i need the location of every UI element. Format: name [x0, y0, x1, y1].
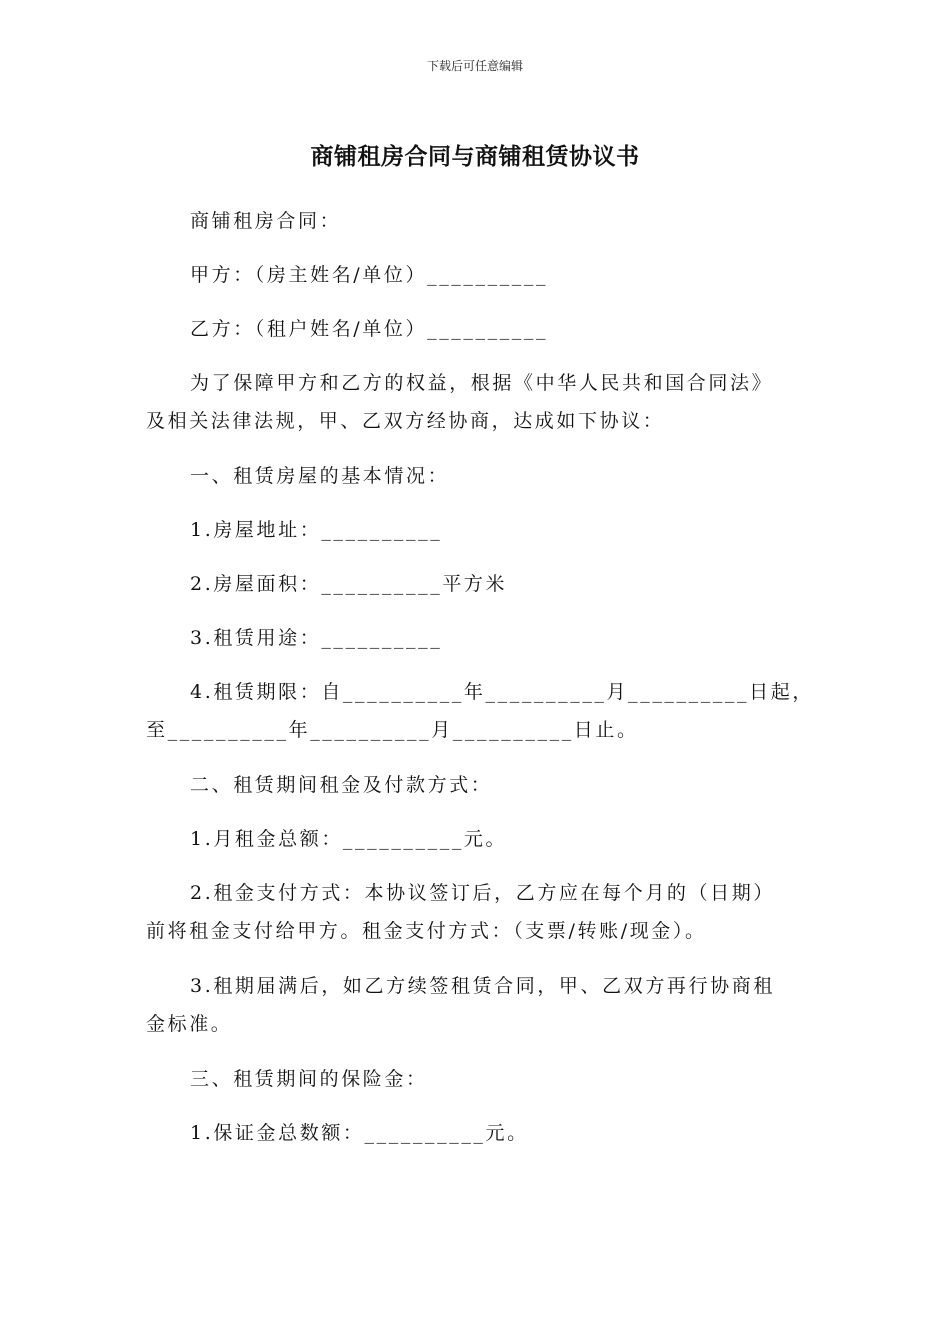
clause-term-line-1: 4.租赁期限：自__________年__________月__________日起， — [190, 681, 814, 703]
clause-term-line-2: 至__________年__________月__________日止。 — [146, 719, 639, 741]
clause-renewal-line-1: 3.租期届满后，如乙方续签租赁合同，甲、乙双方再行协商租 — [190, 975, 775, 997]
paragraph-preamble-line-2: 及相关法律法规，甲、乙双方经协商，达成如下协议： — [146, 410, 665, 432]
clause-monthly-rent: 1.月租金总额：__________元。 — [190, 828, 508, 850]
section-heading-basic-info: 一、租赁房屋的基本情况： — [190, 465, 450, 487]
header-note: 下载后可任意编辑 — [426, 59, 523, 73]
paragraph-party-b: 乙方：（租户姓名/单位）__________ — [190, 318, 549, 340]
section-heading-deposit: 三、租赁期间的保险金： — [190, 1068, 428, 1090]
paragraph-preamble-line-1: 为了保障甲方和乙方的权益，根据《中华人民共和国合同法》 — [190, 372, 774, 394]
paragraph-party-a: 甲方：（房主姓名/单位）__________ — [190, 264, 549, 286]
paragraph-shop-lease-heading: 商铺租房合同： — [190, 210, 342, 232]
clause-usage: 3.租赁用途：__________ — [190, 627, 443, 649]
clause-area: 2.房屋面积：__________平方米 — [190, 573, 508, 595]
document-title: 商铺租房合同与商铺租赁协议书 — [310, 144, 640, 170]
clause-renewal-line-2: 金标准。 — [146, 1013, 233, 1035]
clause-payment-method-line-2: 前将租金支付给甲方。租金支付方式：（支票/转账/现金）。 — [146, 920, 707, 942]
clause-deposit-amount: 1.保证金总数额：__________元。 — [190, 1122, 529, 1144]
clause-address: 1.房屋地址：__________ — [190, 519, 443, 541]
section-heading-rent: 二、租赁期间租金及付款方式： — [190, 774, 493, 796]
clause-payment-method-line-1: 2.租金支付方式：本协议签订后，乙方应在每个月的（日期） — [190, 882, 775, 904]
